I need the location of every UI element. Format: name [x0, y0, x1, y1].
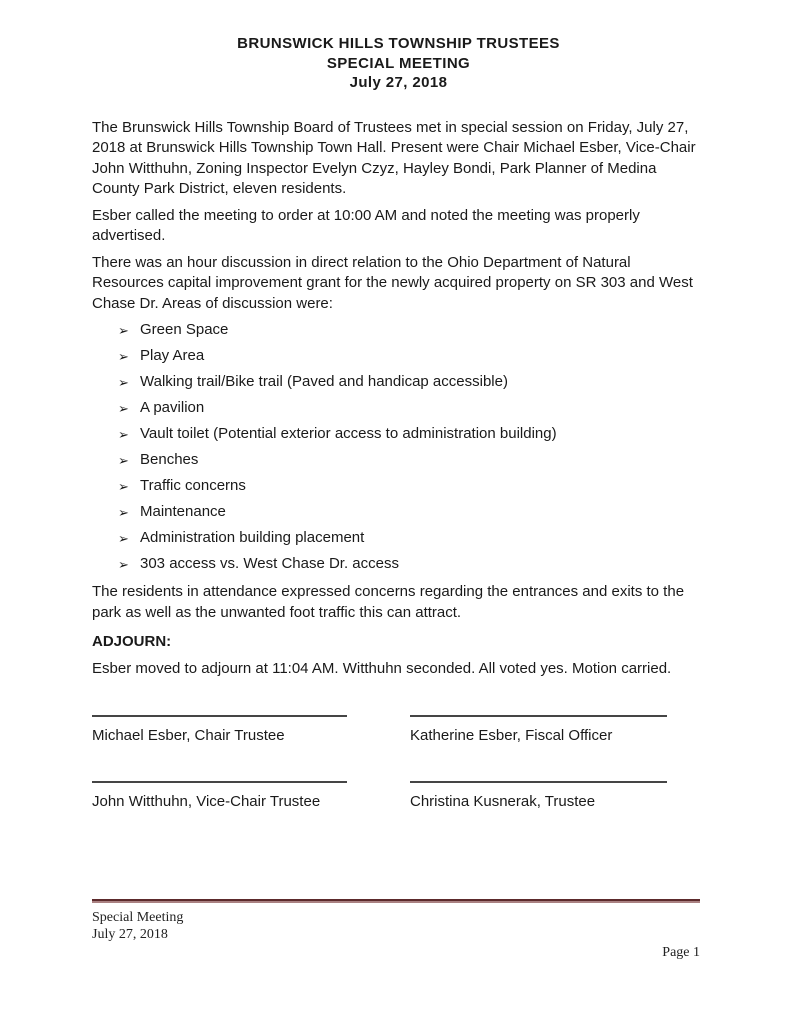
arrow-bullet-icon: ➢ — [118, 479, 129, 494]
list-item-label: Play Area — [140, 347, 205, 364]
adjourn-heading: ADJOURN: — [92, 633, 172, 650]
signature-label: Christina Kusnerak, Trustee — [410, 792, 596, 810]
arrow-bullet-icon: ➢ — [118, 401, 129, 416]
footer-meeting-info — [92, 909, 702, 943]
arrow-bullet-icon: ➢ — [118, 427, 129, 442]
signature-line — [410, 715, 667, 717]
footer-date: July 27, 2018 — [92, 927, 168, 942]
list-item — [118, 450, 705, 471]
signature-block — [92, 715, 705, 812]
arrow-bullet-icon: ➢ — [118, 375, 129, 390]
signature-field-chair — [92, 715, 347, 747]
signature-line — [92, 715, 347, 717]
list-item — [118, 346, 705, 367]
arrow-bullet-icon: ➢ — [118, 557, 129, 572]
list-item-label: Benches — [140, 451, 199, 468]
paragraph-call-to-order: Esber called the meeting to order at 10:00 AM and noted the meeting was properly advertised. — [92, 206, 640, 244]
signature-label: Michael Esber, Chair Trustee — [92, 727, 285, 744]
list-item — [118, 528, 705, 549]
title-line-meeting-type: SPECIAL MEETING — [326, 54, 471, 72]
list-item-label: Administration building placement — [140, 529, 365, 546]
title-line-org: BRUNSWICK HILLS TOWNSHIP TRUSTEES — [237, 35, 560, 52]
list-item-label: Green Space — [140, 321, 229, 338]
signature-field-vice-chair — [92, 781, 347, 813]
arrow-bullet-icon: ➢ — [118, 453, 129, 468]
arrow-bullet-icon: ➢ — [118, 505, 129, 520]
list-item — [118, 554, 705, 575]
page-number: Page 1 — [662, 945, 700, 960]
list-item-label: A pavilion — [140, 399, 205, 416]
signature-line — [410, 781, 667, 783]
signature-label: Katherine Esber, Fiscal Officer — [410, 727, 613, 744]
title-line-date: July 27, 2018 — [349, 74, 448, 91]
paragraph-residents-concerns: The residents in attendance expressed concerns regarding the entrances and exits to the park as well as the unwanted foot traffic this can attract. — [92, 583, 685, 621]
arrow-bullet-icon: ➢ — [118, 323, 129, 338]
list-item-label: 303 access vs. West Chase Dr. access — [140, 555, 399, 572]
list-item-label: Walking trail/Bike trail (Paved and handicap accessible) — [140, 373, 508, 390]
list-item — [118, 476, 705, 497]
paragraph-discussion-intro: There was an hour discussion in direct relation to the Ohio Department of Natural Resources capital improvement grant for the newly acquired property on SR 303 and West Chase Dr. Areas of discussion were: — [92, 253, 693, 312]
signature-label: John Witthuhn, Vice-Chair Trustee — [92, 792, 321, 810]
arrow-bullet-icon: ➢ — [118, 349, 129, 364]
signature-field-fiscal-officer — [410, 715, 667, 747]
document-title — [92, 34, 705, 93]
footer-meeting-type: Special Meeting — [92, 910, 184, 925]
signature-line — [92, 781, 347, 783]
document-body — [92, 118, 705, 813]
paragraph-intro: The Brunswick Hills Township Board of Trustees met in special session on Friday, July 27, 2018 at Brunswick Hills Township Town Hall. Present were Chair Michael Esber, Vice-Chair John Witthuhn, Zoning Inspector Evelyn Czyz, Hayley Bondi, Park Planner of Medina County Park District, eleven residents. — [92, 118, 696, 197]
signature-field-trustee — [410, 781, 667, 813]
list-item — [118, 372, 705, 393]
paragraph-adjourn-motion: Esber moved to adjourn at 11:04 AM. Witthuhn seconded. All voted yes. Motion carried. — [92, 659, 672, 677]
footer-rule — [92, 899, 700, 903]
list-item-label: Vault toilet (Potential exterior access to administration building) — [140, 425, 557, 442]
arrow-bullet-icon: ➢ — [118, 531, 129, 546]
list-item — [118, 398, 705, 419]
list-item-label: Traffic concerns — [140, 477, 246, 494]
list-item — [118, 320, 705, 341]
page-footer — [0, 899, 791, 961]
list-item-label: Maintenance — [140, 503, 226, 520]
discussion-topics-list — [118, 320, 705, 575]
list-item — [118, 502, 705, 523]
list-item — [118, 424, 705, 445]
